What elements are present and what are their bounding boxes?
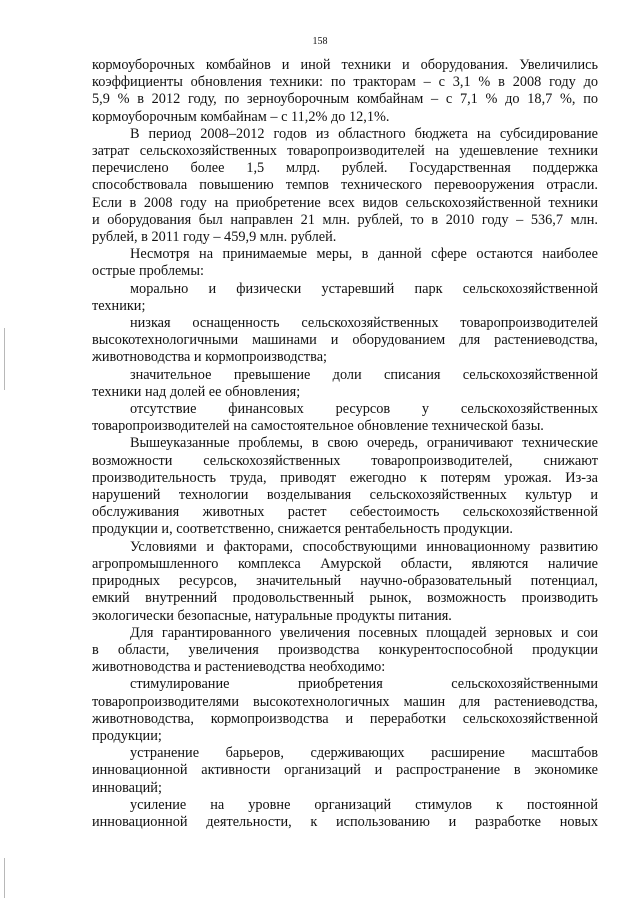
text-line: усиление на уровне организаций стимулов к постоянной [130, 796, 598, 813]
text-line: обслуживания животных растет себестоимость сельскохозяйственной [92, 504, 598, 521]
text-line: инновационной активности организаций и распространение в экономике [92, 762, 598, 779]
scan-edge-mark [4, 858, 5, 898]
text-line: низкая оснащенность сельскохозяйственных товаропроизводителей [130, 315, 598, 332]
text-line: в области, увеличения производства конкурентоспособной продукции [92, 641, 598, 658]
text-line: экологически безопасные, натуральные продукты питания. [92, 607, 452, 624]
text-line: Для гарантированного увеличения посевных площадей зерновых и сои [130, 624, 598, 641]
text-line: животноводства, кормопроизводства и переработки сельскохозяйственной [92, 710, 598, 727]
text-line: Вышеуказанные проблемы, в свою очередь, ограничивают технические [130, 435, 598, 452]
text-line: техники; [92, 297, 146, 314]
text-line: кормоуборочных комбайнов и иной техники и оборудования. Увеличились [92, 57, 598, 73]
text-line: Несмотря на принимаемые меры, в данной сфере остаются наиболее [130, 246, 598, 263]
text-line: производительность труда, приводят ежегодно к потерям урожая. Из-за [92, 469, 598, 486]
text-line: способствовала повышению темпов технического перевооружения отрасли. [92, 177, 598, 194]
text-line: морально и физически устаревший парк сельскохозяйственной [130, 280, 598, 297]
text-line: 5,9 % в 2012 году, по зерноуборочным комбайнам – с 7,1 % до 18,7 %, по [92, 91, 598, 108]
text-line: товаропроизводителей на самостоятельное обновление технической базы. [92, 418, 544, 435]
text-line: устранение барьеров, сдерживающих расширение масштабов [130, 745, 598, 762]
text-line: продукции; [92, 727, 162, 744]
text-line: возможности сельскохозяйственных товаропроизводителей, снижают [92, 452, 598, 469]
text-line: природных ресурсов, значительный научно-образовательный потенциал, [92, 573, 598, 590]
text-line: стимулирование приобретения сельскохозяйственными [130, 676, 598, 693]
scan-edge-mark [4, 328, 5, 390]
text-line: Условиями и факторами, способствующими инновационному развитию [130, 538, 598, 555]
text-line: техники над долей ее обновления; [92, 383, 301, 400]
text-line: продукции и, соответственно, снижается рентабельность продукции. [92, 521, 513, 538]
text-line: животноводства и кормопроизводства; [92, 349, 328, 366]
text-line: инновационной деятельности, к использованию и разработке новых [92, 813, 598, 830]
document-body [92, 57, 598, 831]
text-line: рублей, в 2011 году – 459,9 млн. рублей. [92, 229, 337, 246]
text-line: затрат сельскохозяйственных товаропроизводителей на удешевление техники [92, 143, 598, 160]
text-line: животноводства и растениеводства необходимо: [92, 659, 386, 676]
text-line: коэффициенты обновления техники: по тракторам – с 3,1 % в 2008 году до [92, 74, 598, 91]
text-line: Если в 2008 году на приобретение всех видов сельскохозяйственной техники [92, 194, 598, 211]
text-line: нарушений технологии возделывания сельскохозяйственных культур и [92, 487, 598, 504]
page-number: 158 [312, 36, 328, 47]
text-line: перечислено более 1,5 млрд. рублей. Государственная поддержка [92, 160, 598, 177]
text-line: отсутствие финансовых ресурсов у сельскохозяйственных [130, 401, 598, 418]
text-line: инноваций; [92, 779, 162, 796]
text-line: агропромышленного комплекса Амурской области, являются наличие [92, 555, 598, 572]
text-line: емкий внутренний продовольственный рынок, возможность производить [92, 590, 598, 607]
text-line: товаропроизводителями высокотехнологичных машин для растениеводства, [92, 693, 598, 710]
text-line: острые проблемы: [92, 263, 204, 280]
text-line: В период 2008–2012 годов из областного бюджета на субсидирование [130, 125, 598, 142]
text-line: высокотехнологичными машинами и оборудованием для растениеводства, [92, 332, 598, 349]
text-line: кормоуборочным комбайнам – с 11,2% до 12,1%. [92, 108, 390, 125]
text-line: и оборудования был направлен 21 млн. рублей, то в 2010 году – 536,7 млн. [92, 211, 598, 228]
text-line: значительное превышение доли списания сельскохозяйственной [130, 366, 598, 383]
